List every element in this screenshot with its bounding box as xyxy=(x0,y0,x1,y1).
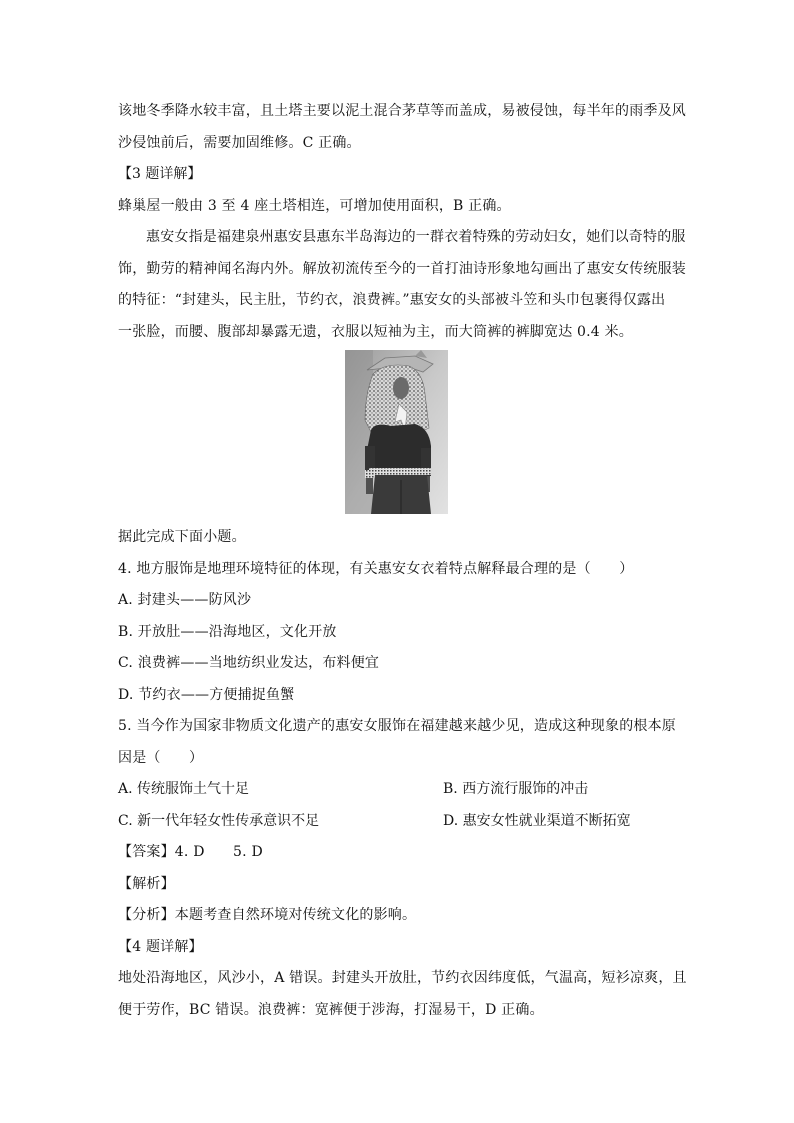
passage-line: 惠安女指是福建泉州惠安县惠东半岛海边的一群衣着特殊的劳动妇女，她们以奇特的服 xyxy=(146,229,686,245)
passage-line: 一张脸，而腰、腹部却暴露无遗，衣服以短袖为主，而大筒裤的裤脚宽达 0.4 米。 xyxy=(118,323,633,340)
analysis-line: 【分析】本题考查自然环境对传统文化的影响。 xyxy=(118,907,417,923)
instruction-line: 据此完成下面小题。 xyxy=(118,529,246,545)
text-line: 蜂巢屋一般由 3 至 4 座土塔相连，可增加使用面积，B 正确。 xyxy=(118,197,511,214)
detail-line: 地处沿海地区，风沙小，A 错误。封建头开放肚，节约衣因纬度低，气温高，短衫凉爽，且 xyxy=(118,970,687,986)
question-5-option-a[interactable]: A. 传统服饰土气十足 xyxy=(118,781,250,797)
passage-line: 的特征：“封建头，民主肚，节约衣，浪费裤。”惠安女的头部被斗笠和头巾包裹得仅露出 xyxy=(118,292,666,308)
section-header-q4: 【4 题详解】 xyxy=(118,938,203,955)
question-5-stem: 5. 当今作为国家非物质文化遗产的惠安女服饰在福建越来越少见，造成这种现象的根本原 xyxy=(118,718,677,734)
question-5-option-d[interactable]: D. 惠安女性就业渠道不断拓宽 xyxy=(443,812,631,829)
question-5-options-row-2 xyxy=(118,806,688,838)
question-5-stem-cont: 因是（ ） xyxy=(118,749,204,766)
question-4-option-b[interactable]: B. 开放肚——沿海地区，文化开放 xyxy=(118,623,337,640)
figure-container xyxy=(118,350,688,516)
question-5-options-row-1 xyxy=(118,774,688,806)
question-4-option-a[interactable]: A. 封建头——防风沙 xyxy=(118,592,252,608)
huian-woman-photo xyxy=(345,350,448,514)
text-line: 该地冬季降水较丰富，且土塔主要以泥土混合茅草等而盖成，易被侵蚀，每半年的雨季及风 xyxy=(118,103,686,119)
question-5-option-c[interactable]: C. 新一代年轻女性传承意识不足 xyxy=(118,812,320,829)
detail-line: 便于劳作，BC 错误。浪费裤：宽裤便于涉海，打湿易干，D 正确。 xyxy=(118,1001,544,1018)
question-4-option-d[interactable]: D. 节约衣——方便捕捉鱼蟹 xyxy=(118,686,295,703)
answer-line: 【答案】4. D 5. D xyxy=(118,844,263,860)
analysis-header: 【解析】 xyxy=(118,875,175,892)
question-4-option-c[interactable]: C. 浪费裤——当地纺织业发达，布料便宜 xyxy=(118,655,380,671)
question-4-stem: 4. 地方服饰是地理环境特征的体现，有关惠安女衣着特点解释最合理的是（ ） xyxy=(118,560,634,577)
question-5-option-b[interactable]: B. 西方流行服饰的冲击 xyxy=(443,781,589,797)
section-header-q3: 【3 题详解】 xyxy=(118,166,202,182)
text-line: 沙侵蚀前后，需要加固维修。C 正确。 xyxy=(118,134,361,151)
document-page xyxy=(118,96,688,1026)
passage-line: 饰，勤劳的精神闻名海内外。解放初流传至今的一首打油诗形象地勾画出了惠安女传统服装 xyxy=(118,260,686,277)
